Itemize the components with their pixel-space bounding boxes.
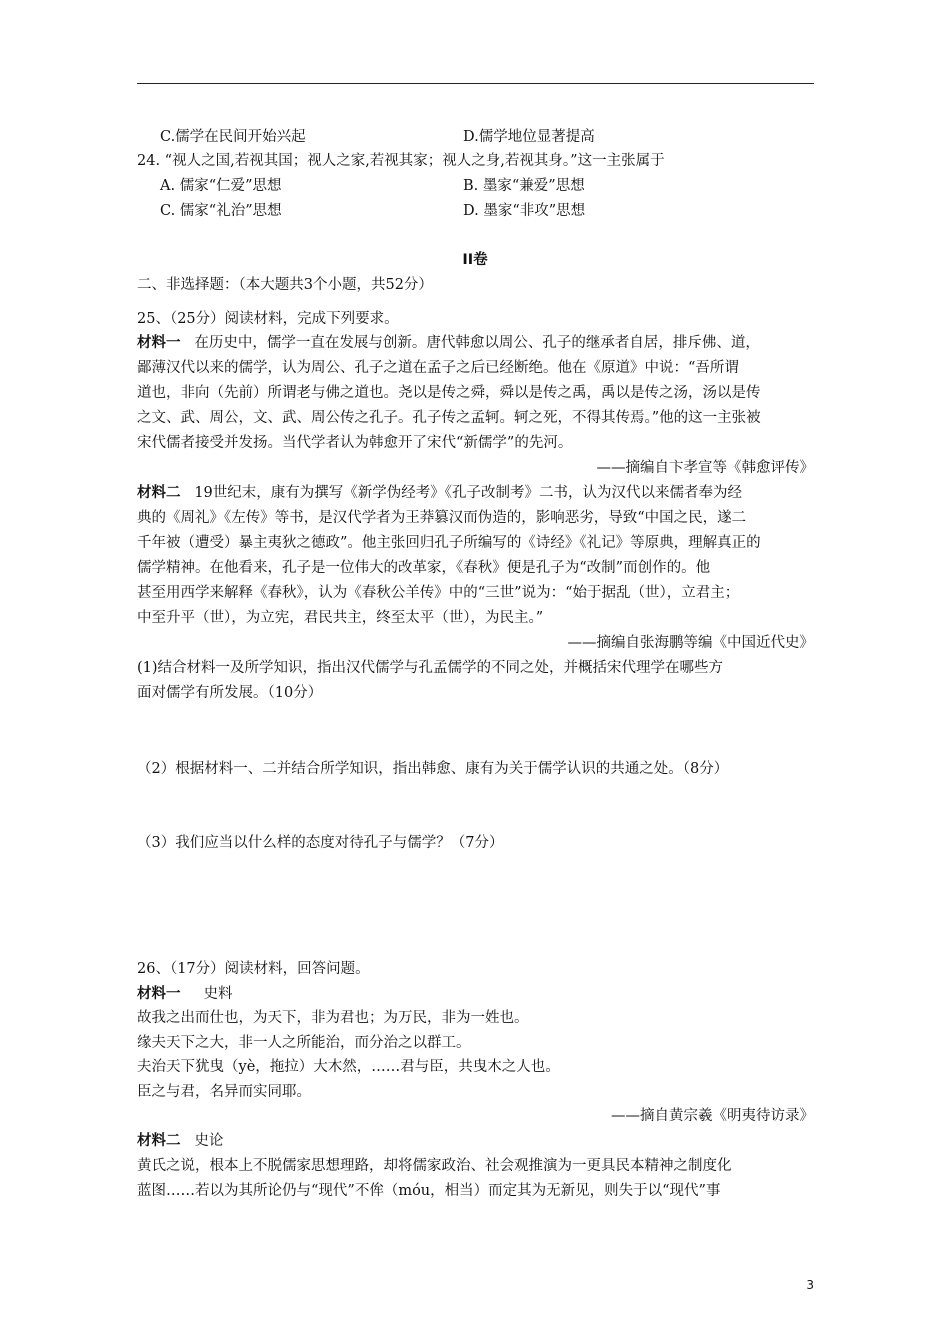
q24-option-b: B. 墨家“兼爱”思想: [463, 178, 585, 194]
q25-material-1-line-5: 宋代儒者接受并发扬。当代学者认为韩愈开了宋代“新儒学”的先河。: [137, 435, 573, 451]
q25-material-2-line-6: 中至升平（世），为立宪，君民共主，终至太平（世），为民主。”: [137, 610, 544, 626]
q25-sub1-line-1: (1)结合材料一及所学知识，指出汉代儒学与孔孟儒学的不同之处，并概括宋代理学在哪些方: [137, 660, 724, 676]
header-rule: [137, 83, 814, 84]
q25-material-1-line-3: 道也，非向（先前）所谓老与佛之道也。尧以是传之舜，舜以是传之禹，禹以是传之汤，汤以是传: [137, 385, 761, 401]
q24-option-c: C. 儒家“礼治”思想: [160, 203, 282, 219]
q25-material-2-source: ——摘编自张海鹏等编《中国近代史》: [567, 635, 814, 651]
q25-material-2-line-3: 千年被（遭受）暴主夷狄之德政”。他主张回归孔子所编写的《诗经》《礼记》等原典，理解真正的: [137, 535, 761, 551]
q26-material-2-label: 材料二: [137, 1133, 181, 1149]
q26-material-1-line-2: 缘夫天下之大，非一人之所能治，而分治之以群工。: [137, 1035, 471, 1051]
q25-sub1-line-2: 面对儒学有所发展。（10分）: [137, 685, 323, 701]
section-intro: 二、非选择题：（本大题共3个小题，共52分）: [137, 277, 433, 293]
q25-material-2-line-2: 典的《周礼》《左传》等书，是汉代学者为王莽篡汉而伪造的，影响恶劣，导致“中国之民，遂二: [137, 510, 747, 526]
q23-option-c: C.儒学在民间开始兴起: [160, 129, 306, 145]
q25-material-1-source: ——摘编自卞孝宣等《韩愈评传》: [596, 460, 814, 476]
q23-option-d: D.儒学地位显著提高: [463, 129, 595, 145]
q26-material-2-line-2: 蓝图……若以为其所论仍与“现代”不侔（móu，相当）而定其为无新见，则失于以“现代”事: [137, 1183, 721, 1199]
q25-heading: 25、（25分）阅读材料，完成下列要求。: [137, 311, 399, 327]
q25-material-2-line-5: 甚至用西学来解释《春秋》，认为《春秋公羊传》中的“三世”说为：“始于据乱（世），立君主；: [137, 585, 740, 601]
q25-material-2-line-4: 儒学精神。在他看来，孔子是一位伟大的改革家，《春秋》便是孔子为“改制”而创作的。他: [137, 560, 711, 576]
q26-material-1-line-1: 故我之出而仕也，为天下，非为君也；为万民，非为一姓也。: [137, 1010, 529, 1026]
q26-material-1-header: 材料一 史料: [137, 986, 233, 1002]
section-title: II卷: [462, 252, 488, 268]
q24-option-d: D. 墨家“非攻”思想: [463, 203, 586, 219]
q26-material-2-header: 材料二 史论: [137, 1133, 224, 1149]
q25-material-1-line-4: 之文、武、周公，文、武、周公传之孔子。孔子传之孟轲。轲之死，不得其传焉。”他的这一主张被: [137, 410, 761, 426]
q26-material-2-line-1: 黄氏之说，根本上不脱儒家思想理路，却将儒家政治、社会观推演为一更具民本精神之制度化: [137, 1158, 732, 1174]
q25-material-1-line-2: 鄙薄汉代以来的儒学，认为周公、孔子之道在孟子之后已经断绝。他在《原道》中说：“吾所谓: [137, 360, 739, 376]
q26-material-1-label: 材料一: [137, 986, 181, 1002]
q25-material-1-line-1: 材料一 在历史中，儒学一直在发展与创新。唐代韩愈以周公、孔子的继承者自居，排斥佛、道，: [137, 335, 760, 351]
q25-material-2-line-1: 材料二 19世纪末，康有为撰写《新学伪经考》《孔子改制考》二书，认为汉代以来儒者奉为经: [137, 485, 743, 501]
q26-material-1-line-3: 夫治天下犹曳（yè，拖拉）大木然，……君与臣，共曳木之人也。: [137, 1059, 560, 1075]
q25-material-2-label: 材料二: [137, 485, 181, 501]
q25-sub3: （3）我们应当以什么样的态度对待孔子与儒学？（7分）: [137, 835, 504, 851]
q24-stem: 24. “视人之国,若视其国；视人之家,若视其家；视人之身,若视其身。”这一主张属于: [137, 153, 665, 169]
q26-material-1-source: ——摘自黄宗羲《明夷待访录》: [611, 1108, 814, 1124]
q25-sub2: （2）根据材料一、二并结合所学知识，指出韩愈、康有为关于儒学认识的共通之处。（8分）: [137, 761, 729, 777]
page-number: 3: [806, 1278, 814, 1292]
q24-option-a: A. 儒家“仁爱”思想: [160, 178, 282, 194]
q26-heading: 26、（17分）阅读材料，回答问题。: [137, 961, 370, 977]
q26-material-1-line-4: 臣之与君，名异而实同耶。: [137, 1084, 311, 1100]
q25-material-1-label: 材料一: [137, 335, 181, 351]
